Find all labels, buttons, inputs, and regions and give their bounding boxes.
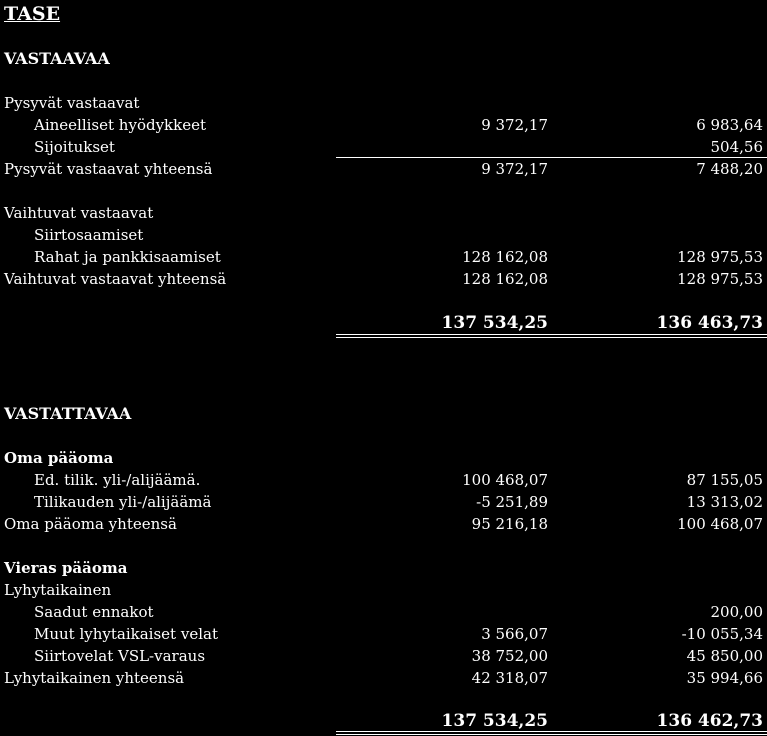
debt-item-label: Siirtovelat VSL-varaus: [34, 647, 206, 665]
fixed-assets-item-label: Sijoitukset: [34, 138, 115, 156]
current-assets-total-previous: 128 975,53: [677, 270, 763, 288]
debt-item-label: Muut lyhytaikaiset velat: [34, 625, 218, 643]
debt-total-current: 42 318,07: [471, 669, 548, 687]
fixed-assets-item-label: Aineelliset hyödykkeet: [34, 116, 207, 134]
equity-item-value-current: 100 468,07: [462, 471, 548, 489]
assets-grand-total-previous: 136 463,73: [656, 313, 763, 333]
liabilities-header: VASTATTAVAA: [4, 404, 132, 423]
equity-item-label: Tilikauden yli-/alijäämä: [34, 493, 212, 511]
assets-grand-total-current: 137 534,25: [441, 313, 548, 333]
equity-item-value-previous: 13 313,02: [686, 493, 763, 511]
fixed-assets-item-value-previous: 504,56: [710, 138, 763, 156]
current-assets-total-label: Vaihtuvat vastaavat yhteensä: [4, 270, 227, 288]
grand-total-double-rule: [336, 334, 767, 338]
subtotal-rule: [336, 157, 767, 158]
fixed-assets-item-value-current: 9 372,17: [481, 116, 548, 134]
assets-header: VASTAAVAA: [4, 49, 110, 68]
liabilities-grand-total-previous: 136 462,73: [656, 711, 763, 731]
equity-label: Oma pääoma: [4, 449, 114, 467]
fixed-assets-total-current: 9 372,17: [481, 160, 548, 178]
equity-item-value-current: -5 251,89: [476, 493, 548, 511]
short-term-debt-label: Lyhytaikainen: [4, 581, 112, 599]
debt-item-value-previous: -10 055,34: [681, 625, 763, 643]
fixed-assets-total-previous: 7 488,20: [696, 160, 763, 178]
debt-item-value-current: 38 752,00: [471, 647, 548, 665]
equity-total-previous: 100 468,07: [677, 515, 763, 533]
current-assets-label: Vaihtuvat vastaavat: [4, 204, 154, 222]
liabilities-grand-total-current: 137 534,25: [441, 711, 548, 731]
current-assets-total-current: 128 162,08: [462, 270, 548, 288]
current-assets-item-value-previous: 128 975,53: [677, 248, 763, 266]
fixed-assets-label: Pysyvät vastaavat: [4, 94, 140, 112]
debt-item-value-previous: 200,00: [710, 603, 763, 621]
debt-item-value-current: 3 566,07: [481, 625, 548, 643]
page-title: TASE: [4, 3, 61, 25]
current-assets-item-label: Siirtosaamiset: [34, 226, 144, 244]
debt-item-label: Saadut ennakot: [34, 603, 154, 621]
debt-label: Vieras pääoma: [4, 559, 128, 577]
debt-item-value-previous: 45 850,00: [686, 647, 763, 665]
current-assets-item-value-current: 128 162,08: [462, 248, 548, 266]
debt-total-previous: 35 994,66: [686, 669, 763, 687]
debt-total-label: Lyhytaikainen yhteensä: [4, 669, 185, 687]
equity-total-current: 95 216,18: [471, 515, 548, 533]
equity-total-label: Oma pääoma yhteensä: [4, 515, 177, 533]
equity-item-value-previous: 87 155,05: [686, 471, 763, 489]
grand-total-double-rule: [336, 731, 767, 735]
current-assets-item-label: Rahat ja pankkisaamiset: [34, 248, 221, 266]
fixed-assets-total-label: Pysyvät vastaavat yhteensä: [4, 160, 213, 178]
equity-item-label: Ed. tilik. yli-/alijäämä.: [34, 471, 201, 489]
fixed-assets-item-value-previous: 6 983,64: [696, 116, 763, 134]
